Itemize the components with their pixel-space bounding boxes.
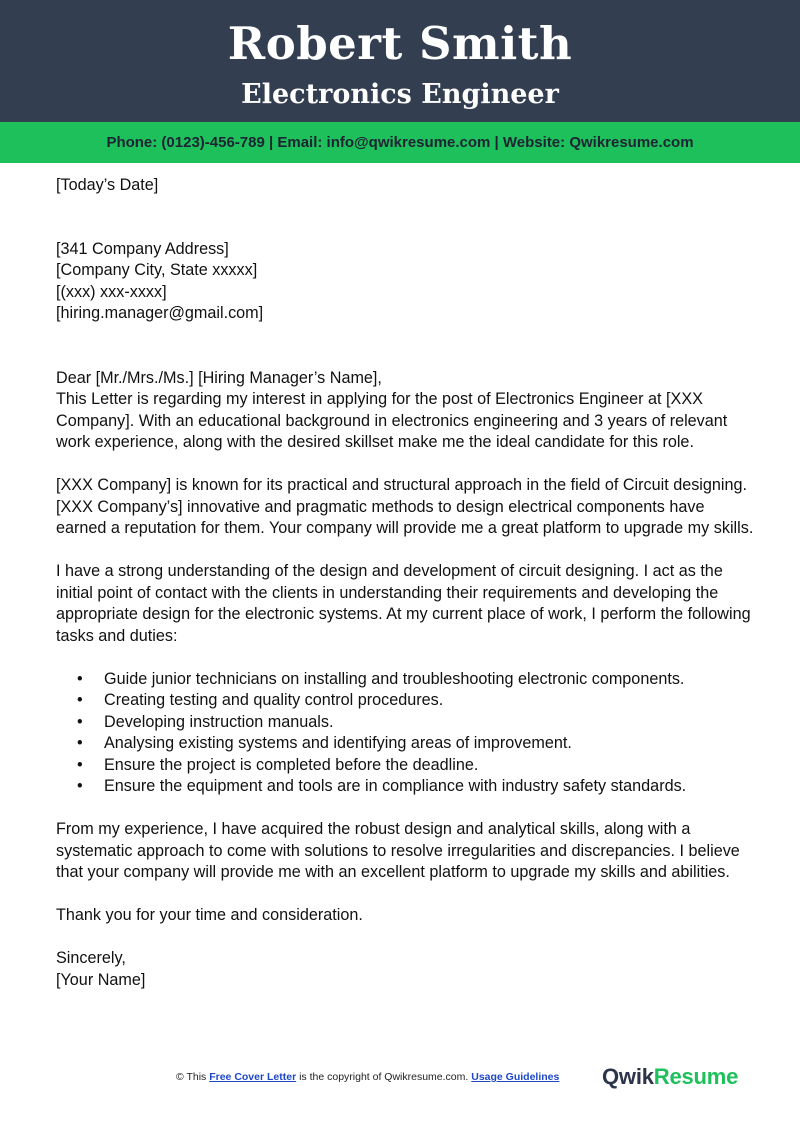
- applicant-name: Robert Smith: [227, 17, 573, 70]
- address-line: [(xxx) xxx-xxxx]: [56, 282, 167, 301]
- paragraph-skills: From my experience, I have acquired the robust design and analytical skills, along with a systematic approach to come with solutions to resolve irregularities and discrepancies. I believe that your company will provide me with an excellent platform to upgrade my skills and abilities.: [56, 820, 740, 881]
- recipient-address: [56, 239, 756, 325]
- list-item: [56, 712, 756, 734]
- list-item: [56, 755, 756, 777]
- list-item: [56, 669, 756, 691]
- bullet-icon: •: [77, 755, 83, 774]
- paragraph-experience: I have a strong understanding of the design and development of circuit designing. I act as the initial point of contact with the clients in understanding their requirements and developing the appropriate design for the electronic systems. At my current place of work, I perform the following tasks and duties:: [56, 562, 751, 645]
- footer: [0, 1066, 800, 1090]
- usage-guidelines-link[interactable]: Usage Guidelines: [471, 1071, 560, 1083]
- list-item: [56, 776, 756, 798]
- duty-text: Ensure the equipment and tools are in compliance with industry safety standards.: [104, 777, 687, 795]
- bullet-icon: •: [77, 777, 83, 795]
- bullet-icon: •: [77, 734, 83, 752]
- list-item: [56, 733, 756, 755]
- address-line: [341 Company Address]: [56, 239, 229, 258]
- header-banner: [0, 0, 800, 122]
- duty-text: Developing instruction manuals.: [104, 712, 334, 731]
- salutation: Dear [Mr./Mrs./Ms.] [Hiring Manager’s Name],: [56, 368, 382, 387]
- duty-text: Guide junior technicians on installing and troubleshooting electronic components.: [104, 669, 685, 688]
- copyright-notice: [176, 1071, 559, 1083]
- paragraph-thanks: Thank you for your time and consideration.: [56, 906, 363, 924]
- copyright-middle: is the copyright of Qwikresume.com.: [296, 1071, 472, 1083]
- letter-body: [56, 175, 756, 991]
- paragraph-intro: This Letter is regarding my interest in applying for the post of Electronics Engineer at [XXX Company]. With an educational background in electronics engineering and 3 years of relevant work experience, along with the desired skillset make me the ideal candidate for this role.: [56, 390, 728, 451]
- paragraph-company: [XXX Company] is known for its practical and structural approach in the field of Circuit designing. [XXX Company’s] innovative and pragmatic methods to design electrical components have earned a reputation for them. Your company will provide me a great platform to upgrade my skills.: [56, 476, 754, 537]
- bullet-icon: •: [77, 669, 83, 688]
- bullet-icon: •: [77, 691, 83, 709]
- signature: [Your Name]: [56, 970, 146, 989]
- letter-date: [Today’s Date]: [56, 176, 159, 194]
- duty-text: Analysing existing systems and identifying areas of improvement.: [104, 734, 572, 752]
- duty-text: Ensure the project is completed before the deadline.: [104, 755, 479, 774]
- sign-off: Sincerely,: [56, 949, 126, 967]
- job-title: Electronics Engineer: [241, 79, 559, 110]
- bullet-icon: •: [77, 712, 83, 731]
- list-item: [56, 690, 756, 712]
- logo-part-qwik: Qwik: [602, 1064, 654, 1089]
- duties-list: [56, 669, 756, 798]
- duty-text: Creating testing and quality control procedures.: [104, 691, 444, 709]
- address-line: [Company City, State xxxxx]: [56, 261, 258, 279]
- logo-part-resume: Resume: [653, 1064, 739, 1089]
- address-line: [hiring.manager@gmail.com]: [56, 304, 264, 322]
- free-cover-letter-link[interactable]: Free Cover Letter: [209, 1071, 297, 1083]
- copyright-prefix: © This: [176, 1071, 210, 1083]
- qwikresume-logo[interactable]: [602, 1064, 738, 1090]
- contact-bar: Phone: (0123)-456-789 | Email: info@qwikresume.com | Website: Qwikresume.com: [0, 122, 800, 163]
